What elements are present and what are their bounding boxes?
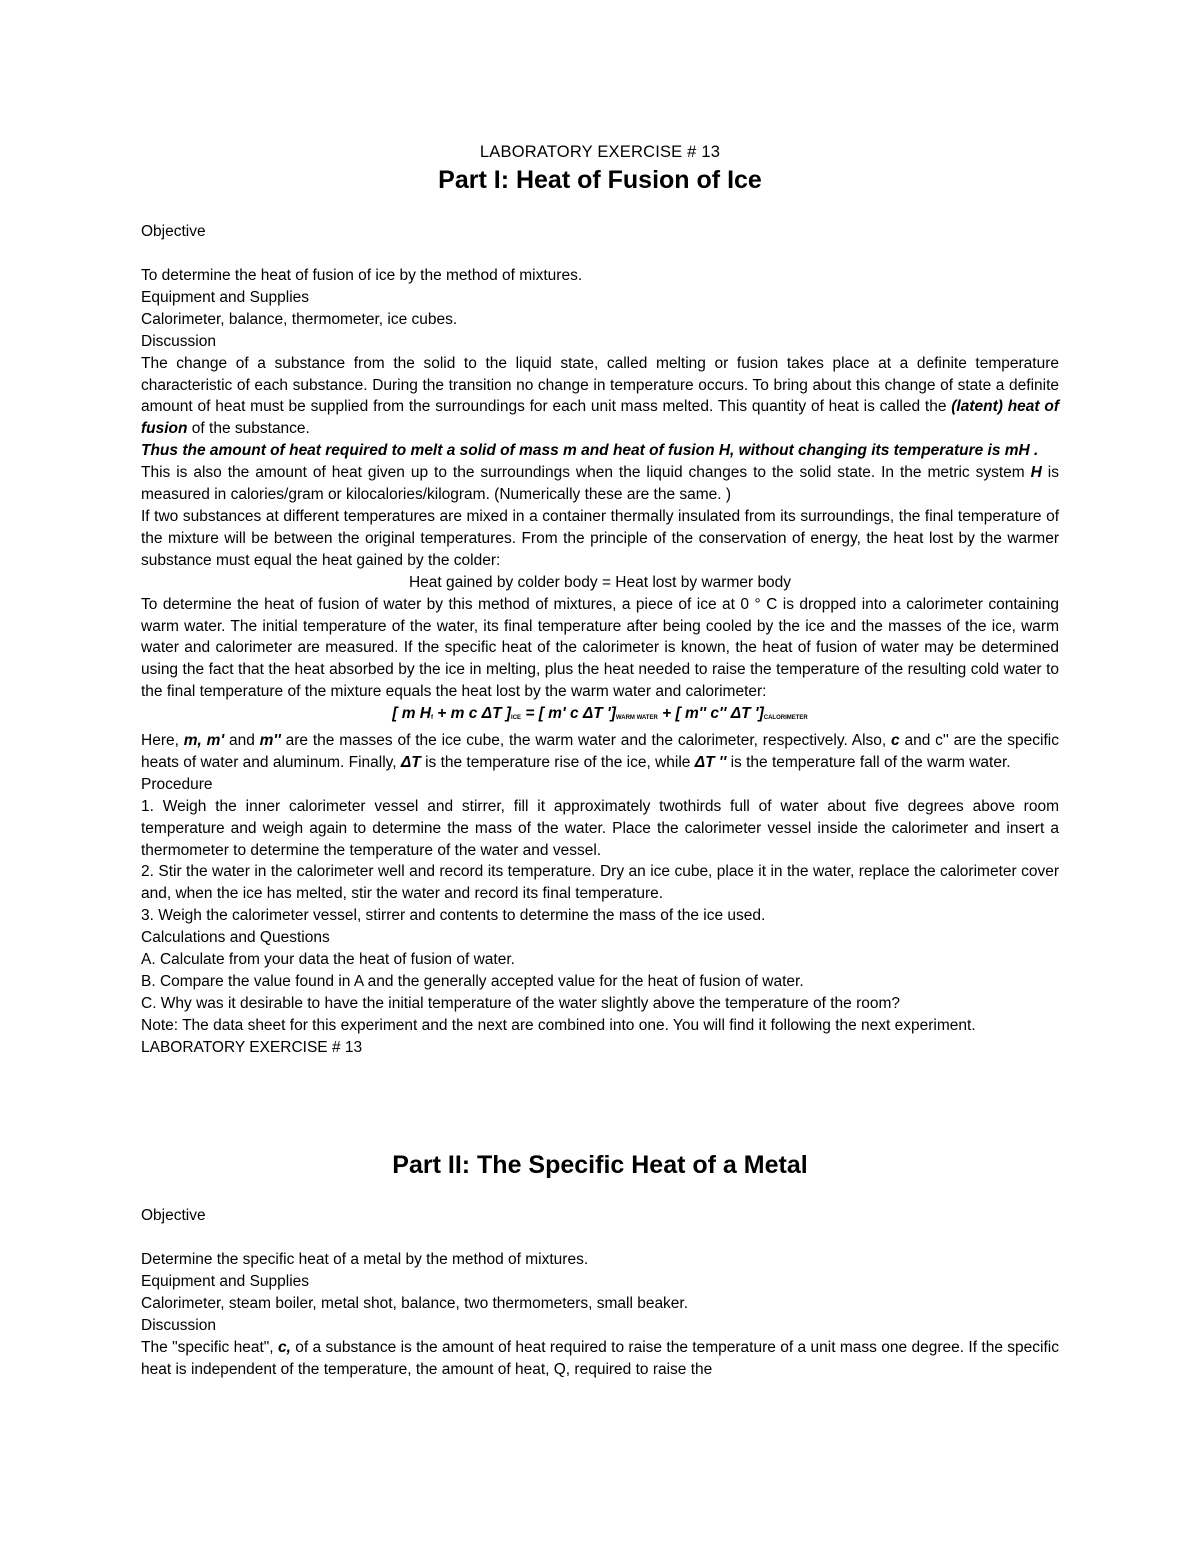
heat-balance-equation: Heat gained by colder body = Heat lost by warmer body xyxy=(408,573,792,591)
part2-discussion-heading: Discussion xyxy=(141,1316,216,1334)
part2-title: Part II: The Specific Heat of a Metal xyxy=(392,1151,808,1179)
part1-body xyxy=(141,265,1059,1059)
part1-equipment-heading: Equipment and Supplies xyxy=(141,288,310,306)
procedure-step-1: 1. Weigh the inner calorimeter vessel and stirrer, fill it approximately twothirds full of water about five degrees above room temperature and weigh again to determine the mass of the water. Place the calorimeter vessel inside the calorimeter and insert a thermometer to determine the temperature of the water and vessel. xyxy=(141,797,1059,859)
part2-lab-exercise-heading: LABORATORY EXERCISE # 13 xyxy=(141,1038,363,1056)
part1-title: Part I: Heat of Fusion of Ice xyxy=(438,166,762,194)
calculation-question-a: A. Calculate from your data the heat of fusion of water. xyxy=(141,951,515,969)
part1-discussion-italic-statement: Thus the amount of heat required to melt a solid of mass m and heat of fusion H, without changing its temperature is mH . xyxy=(141,442,1039,460)
part1-procedure-heading: Procedure xyxy=(141,775,213,793)
part1-equipment-text: Calorimeter, balance, thermometer, ice cubes. xyxy=(141,310,458,328)
calculation-question-c: C. Why was it desirable to have the initial temperature of the water slightly above the temperature of the room? xyxy=(141,994,901,1012)
part2-equipment-text: Calorimeter, steam boiler, metal shot, balance, two thermometers, small beaker. xyxy=(141,1294,689,1312)
procedure-step-2: 2. Stir the water in the calorimeter well and record its temperature. Dry an ice cube, place it in the water, replace the calorimeter cover and, when the ice has melted, stir the water and record its final temperature. xyxy=(141,863,1059,903)
part1-objective-heading: Objective xyxy=(141,223,206,240)
part1-objective-text: To determine the heat of fusion of ice by the method of mixtures. xyxy=(141,267,583,284)
part2-discussion-paragraph-1: The "specific heat", c, of a substance is the amount of heat required to raise the temperature of a unit mass one degree. If the specific heat is independent of the temperature, the amount of heat, Q, required to raise the xyxy=(141,1338,1059,1378)
calculation-question-b: B. Compare the value found in A and the generally accepted value for the heat of fusion of water. xyxy=(141,973,804,990)
part1-discussion-paragraph-6: Here, m, m' and m'' are the masses of the ice cube, the warm water and the calorimeter, respectively. Also, c and c'' are the specific heats of water and aluminum. Finally, ΔT is the temperature rise of the ice, while ΔT '' is the temperature fall of the warm water. xyxy=(141,732,1059,771)
part1-discussion-paragraph-1: The change of a substance from the solid to the liquid state, called melting or fusion takes place at a definite temperature characteristic of each substance. During the transition no change in temperature occurs. To bring about this change of state a definite amount of heat must be supplied from the surroundings for each unit mass melted. This quantity of heat is called the (latent) heat of fusion of the substance. xyxy=(141,354,1059,438)
part2-body xyxy=(141,1249,1059,1380)
procedure-step-3: 3. Weigh the calorimeter vessel, stirrer and contents to determine the mass of the ice used. xyxy=(141,907,766,925)
part2-objective-heading: Objective xyxy=(141,1207,206,1224)
mixture-formula: [ m $H_f + m$ c ΔT ]$_{ICE}$ = [ m' c ΔT ']$_{WARM WATER}$ + [ m'' c'' ΔT ']$_{CALORIMETER}$ xyxy=(392,705,808,723)
part1-note: Note: The data sheet for this experiment and the next are combined into one. You will find it following the next experiment. xyxy=(141,1016,976,1034)
lab-exercise-heading: LABORATORY EXERCISE # 13 xyxy=(479,143,721,161)
part1-calculations-heading: Calculations and Questions xyxy=(141,929,330,947)
part1-discussion-heading: Discussion xyxy=(141,332,216,350)
part1-discussion-paragraph-5: To determine the heat of fusion of water by this method of mixtures, a piece of ice at 0 ° C is dropped into a calorimeter containing warm water. The initial temperature of the water, its final temperature after being cooled by the ice and the masses of the ice, warm water and calorimeter are measured. If the specific heat of the calorimeter is known, the heat of fusion of water may be determined using the fact that the heat absorbed by the ice in melting, plus the heat needed to raise the temperature of the resulting cold water to the final temperature of the mixture equals the heat lost by the warm water and calorimeter: xyxy=(141,595,1059,701)
part1-discussion-paragraph-3: This is also the amount of heat given up to the surroundings when the liquid changes to the solid state. In the metric system H is measured in calories/gram or kilocalories/kilogram. (Numerically these are the same. ) xyxy=(141,464,1059,504)
part2-equipment-heading: Equipment and Supplies xyxy=(141,1272,310,1290)
latent-heat-term: (latent) heat of fusion xyxy=(141,398,1059,438)
part2-objective-text: Determine the specific heat of a metal by the method of mixtures. xyxy=(141,1251,589,1268)
part1-discussion-paragraph-4: If two substances at different temperatures are mixed in a container thermally insulated from its surroundings, the final temperature of the mixture will be between the original temperatures. From the principle of the conservation of energy, the heat lost by the warmer substance must equal the heat gained by the colder: xyxy=(141,507,1059,569)
